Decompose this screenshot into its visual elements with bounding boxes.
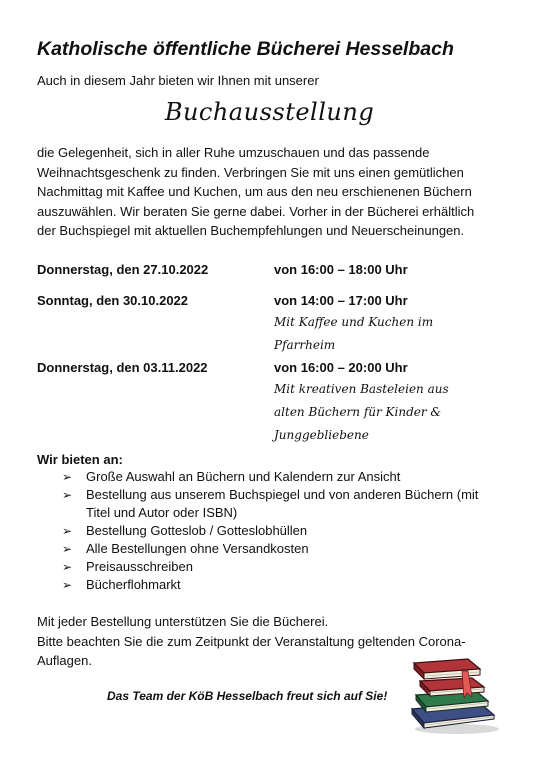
book-stack-icon xyxy=(402,651,502,735)
schedule-note-line: Pfarrheim xyxy=(274,338,336,352)
schedule-note-line: Junggebliebene xyxy=(274,428,369,442)
offers-heading: Wir bieten an: xyxy=(37,452,123,467)
description-line: die Gelegenheit, sich in aller Ruhe umzuschauen und das passende xyxy=(37,145,430,160)
description-line: der Buchspiegel mit aktuellen Buchempfehlungen und Neuerscheinungen. xyxy=(37,223,465,238)
offer-item-text: Bücherflohmarkt xyxy=(86,577,181,592)
description-line: auszuwählen. Wir beraten Sie gerne dabei. Vorher in der Bücherei erhältlich xyxy=(37,203,475,219)
arrow-bullet-icon: ➢ xyxy=(62,578,73,592)
schedule-note xyxy=(274,378,499,447)
offer-item-text: Alle Bestellungen ohne Versandkosten xyxy=(86,541,309,556)
arrow-bullet-icon: ➢ xyxy=(62,560,73,574)
offers-list xyxy=(62,468,502,594)
schedule-date: Sonntag, den 30.10.2022 xyxy=(37,293,189,308)
closing-line: Bitte beachten Sie die zum Zeitpunkt der Veranstaltung geltenden Corona-Auflagen. xyxy=(37,633,466,668)
arrow-bullet-icon: ➢ xyxy=(62,470,73,484)
description-line: Weihnachtsgeschenk zu finden. Verbringen Sie mit uns einen gemütlichen xyxy=(37,164,464,180)
schedule-time: von 16:00 – 18:00 Uhr xyxy=(274,262,408,277)
schedule-note-line: alten Büchern für Kinder & xyxy=(274,405,442,419)
closing-line: Mit jeder Bestellung unterstützen Sie die Bücherei. xyxy=(37,614,329,629)
description-line: Nachmittag mit Kaffee und Kuchen, um aus den neu erschienenen Büchern xyxy=(37,184,472,199)
offer-item xyxy=(62,486,502,522)
offer-item-text: Preisausschreiben xyxy=(86,559,193,574)
offer-item xyxy=(62,522,502,540)
schedule-note xyxy=(274,311,499,357)
schedule-time: von 14:00 – 17:00 Uhr xyxy=(274,293,408,308)
schedule-date: Donnerstag, den 27.10.2022 xyxy=(37,262,209,277)
arrow-bullet-icon: ➢ xyxy=(62,542,73,556)
event-headline: Buchausstellung xyxy=(164,98,375,126)
offer-item xyxy=(62,468,502,486)
offer-item xyxy=(62,576,502,594)
team-signature: Das Team der KöB Hesselbach freut sich auf Sie! xyxy=(107,689,388,703)
arrow-bullet-icon: ➢ xyxy=(62,524,73,538)
offer-item-text: Große Auswahl an Büchern und Kalendern zur Ansicht xyxy=(86,469,401,484)
offer-item-text: Bestellung aus unserem Buchspiegel und von anderen Büchern (mit Titel und Autor oder ISBN) xyxy=(86,487,479,520)
schedule-note-line: Mit Kaffee und Kuchen im xyxy=(274,315,434,329)
description-paragraph xyxy=(37,143,507,241)
schedule-date: Donnerstag, den 03.11.2022 xyxy=(37,360,208,375)
offer-item xyxy=(62,558,502,576)
intro-text: Auch in diesem Jahr bieten wir Ihnen mit unserer xyxy=(37,73,319,88)
schedule-time: von 16:00 – 20:00 Uhr xyxy=(274,360,408,375)
offer-item-text: Bestellung Gotteslob / Gotteslobhüllen xyxy=(86,523,308,538)
offer-item xyxy=(62,540,502,558)
arrow-bullet-icon: ➢ xyxy=(62,488,73,502)
page-title: Katholische öffentliche Bücherei Hesselbach xyxy=(37,38,454,60)
schedule-note-line: Mit kreativen Basteleien aus xyxy=(274,382,449,396)
